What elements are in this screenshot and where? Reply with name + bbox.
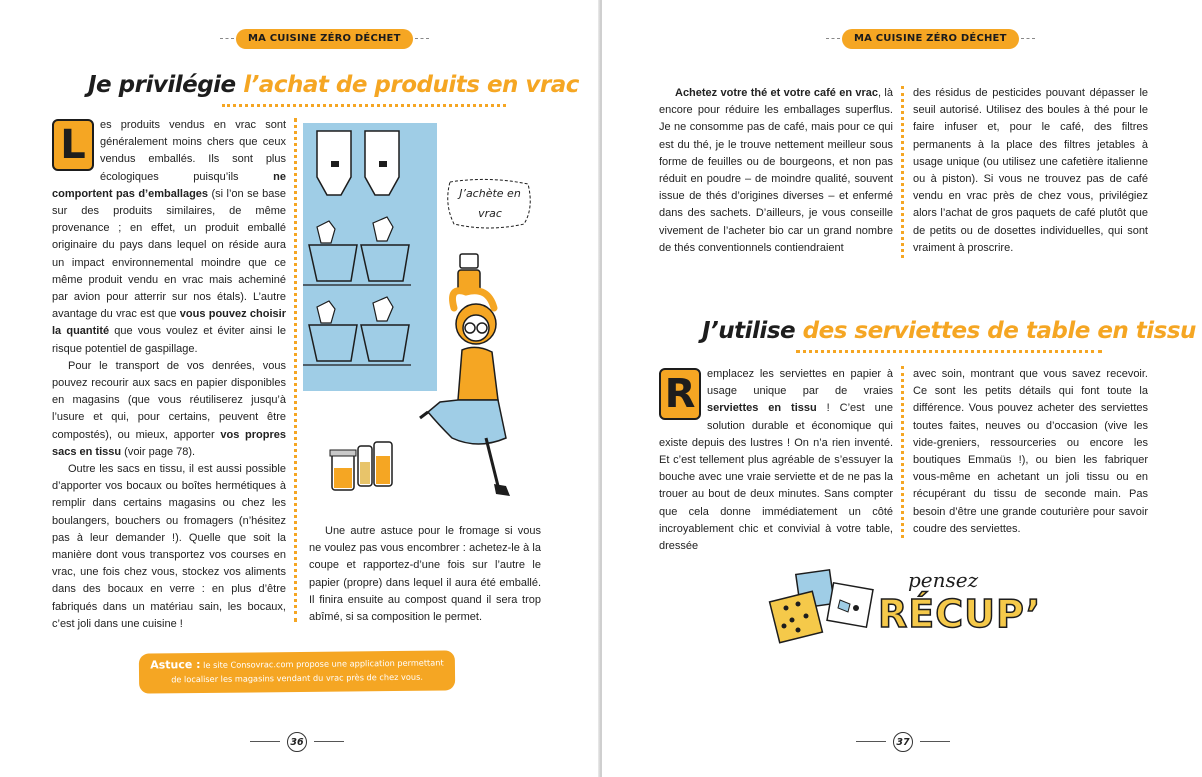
paragraph: Une autre astuce pour le fromage si vous ne voulez pas vous encombrer : achetez-le à la coupe et rapportez-d’une fois sur l’autre le papier (propre) dans lequel il aura été emballé. Il finira ensuite au compost quand il sera trop abîmé, si sa composition le permet. [309, 525, 541, 624]
title-underline [222, 104, 506, 107]
page-number: 36 [287, 732, 307, 752]
title-underline [796, 350, 1102, 353]
recup-text: RÉCUP’ [878, 592, 1042, 636]
page-number-37 [856, 732, 952, 752]
page-number-36 [250, 732, 346, 752]
jars-illustration [328, 436, 394, 494]
paragraph-text: (voir page 78). [121, 445, 196, 458]
bold-text: ne comportent pas d’emballages [52, 170, 286, 200]
folio-line [314, 741, 344, 742]
bulk-dispenser-illustration [303, 123, 437, 391]
paragraph: Outre les sacs en tissu, il est aussi possible d’apporter vos bocaux ou boîtes hermétiques à remplir dans certains magasins ou chez les boulangers, bouchers ou fromagers (n’hésitez pas à leur demander !). Quelle que soit la manière dont vous transportez vos courses en vrac, une fois chez vous, stockez vos aliments dans des bocaux en verre : en plus d’être fabriqués dans un matériau sain, les bocaux, c’est joli dans une cuisine ! [52, 463, 286, 630]
bold-text: Achetez votre thé et votre café en vrac [675, 87, 879, 99]
astuce-text-line2: de localiser les magasins vendant du vrac près de chez vous. [171, 671, 423, 685]
woman-carrying-jar-illustration [418, 252, 538, 512]
page-37 [602, 0, 1202, 777]
dropcap-R: R [659, 368, 701, 420]
title-part1: Je privilégie [88, 72, 236, 98]
paragraph-text: que vous voulez et éviter ainsi le risque potentiel de gaspillage. [52, 325, 286, 355]
right-column-3 [659, 366, 893, 555]
title-part1: J’utilise [702, 318, 796, 344]
folio-line [856, 741, 886, 742]
title-part2: des serviettes de table en tissu [802, 318, 1196, 344]
dropcap-L: L [52, 119, 94, 171]
paragraph-text: ! C’est une solution durable et économique qui existe depuis des lustres ! On n’a rien inventé. Et c’est tellement plus agréable de s’essuyer la bouche avec une vraie serviette et de ne pas la trouer au bout de deux minutes. Sans compter que cela donne immédiatement un côté incroyablement chic et convivial à votre table, dressée [659, 402, 894, 553]
pensez-text: pensez [908, 568, 979, 592]
column-rule [901, 86, 904, 258]
page-36 [0, 0, 600, 777]
paragraph-text: es produits vendus en vrac sont généralement moins chers que ceux vendus emballés. Ils sont plus écologiques puisqu’ils [100, 119, 286, 183]
page-number: 37 [893, 732, 913, 752]
right-column-4 [913, 366, 1148, 538]
napkins-illustration [768, 568, 880, 646]
right-column-1 [659, 85, 893, 257]
paragraph-text: , là encore pour réduire les emballages superflus. Je ne consomme pas de café, mais pour ce qui est du thé, je le trouve nettement meilleur sous forme de feuilles ou de bourgeons, et non pas réduit en poudre – de moindre qualité, souvent issue de thés d’origines diverses – et enfermé dans des sachets. D’ailleurs, je vous conseille vivement de l’acheter bio car un grand nombre de thés conventionnels contiendraient [659, 87, 893, 254]
paragraph-text: (si l’on se base sur des produits similaires, de même provenance ; en effet, un produit emballé originaire du pays dans lequel on réside aura un impact environnemental moindre que ce même produit vendu en vrac mais acheminé par avion pour atterrir sur nos étals). L’autre avantage du vrac est que [52, 187, 286, 321]
astuce-label: Astuce : [150, 658, 201, 672]
folio-line [920, 741, 950, 742]
section-title-serviettes [702, 318, 1196, 344]
column-rule [294, 118, 297, 622]
paragraph: avec soin, montrant que vous savez recevoir. Ce sont les petits détails qui font toute la différence. Vous pouvez acheter des serviettes toutes faites, neuves ou d’occasion (vive les vide-greniers, ressourceries ou encore les boutiques Emmaüs !), ou bien les fabriquer vous-même en achetant un joli tissu ou en récupérant du tissu de seconde main. Pas besoin d’être une grande couturière pour savoir coudre des serviettes. [913, 368, 1148, 535]
paragraph: des résidus de pesticides pouvant dépasser le seuil autorisé. Utilisez des boules à thé pour le faire infuser et, pour le café, des filtres permanents à la place des filtres jetables à usage unique (ou utilisez une cafetière italienne ou à piston). Si vous ne trouvez pas de café vendu en vrac près de chez vous, privilégiez alors l’achat de gros paquets de café plutôt que de petits ou de dosettes individuelles, qui sont vraiment à proscrire. [913, 87, 1148, 254]
left-column-2 [309, 523, 541, 626]
left-column-1 [52, 117, 286, 633]
section-title-vrac [88, 72, 579, 98]
column-rule [901, 366, 904, 538]
speech-bubble-text: J’achète en vrac [459, 187, 521, 220]
title-part2: l’achat de produits en vrac [243, 72, 579, 98]
astuce-text-line1: le site Consovrac.com propose une application permettant [203, 657, 444, 670]
running-head: MA CUISINE ZÉRO DÉCHET [236, 29, 413, 49]
folio-line [250, 741, 280, 742]
bold-text: vous pouvez choisir la quantité [52, 308, 287, 338]
bold-text: vos propres sacs en tissu [52, 428, 286, 458]
bold-text: serviettes en tissu [707, 402, 817, 415]
running-head: MA CUISINE ZÉRO DÉCHET [842, 29, 1019, 49]
astuce-box [139, 650, 455, 693]
right-column-2 [913, 85, 1148, 257]
paragraph-text: Pour le transport de vos denrées, vous pouvez recourir aux sacs en papier disponibles en magasins (que vous réutiliserez jusqu’à l’usure et qui, pour certains, peuvent être compostés), ou mieux, apporter [52, 359, 286, 441]
paragraph-text: emplacez les serviettes en papier à usage unique par de vraies [707, 368, 893, 398]
